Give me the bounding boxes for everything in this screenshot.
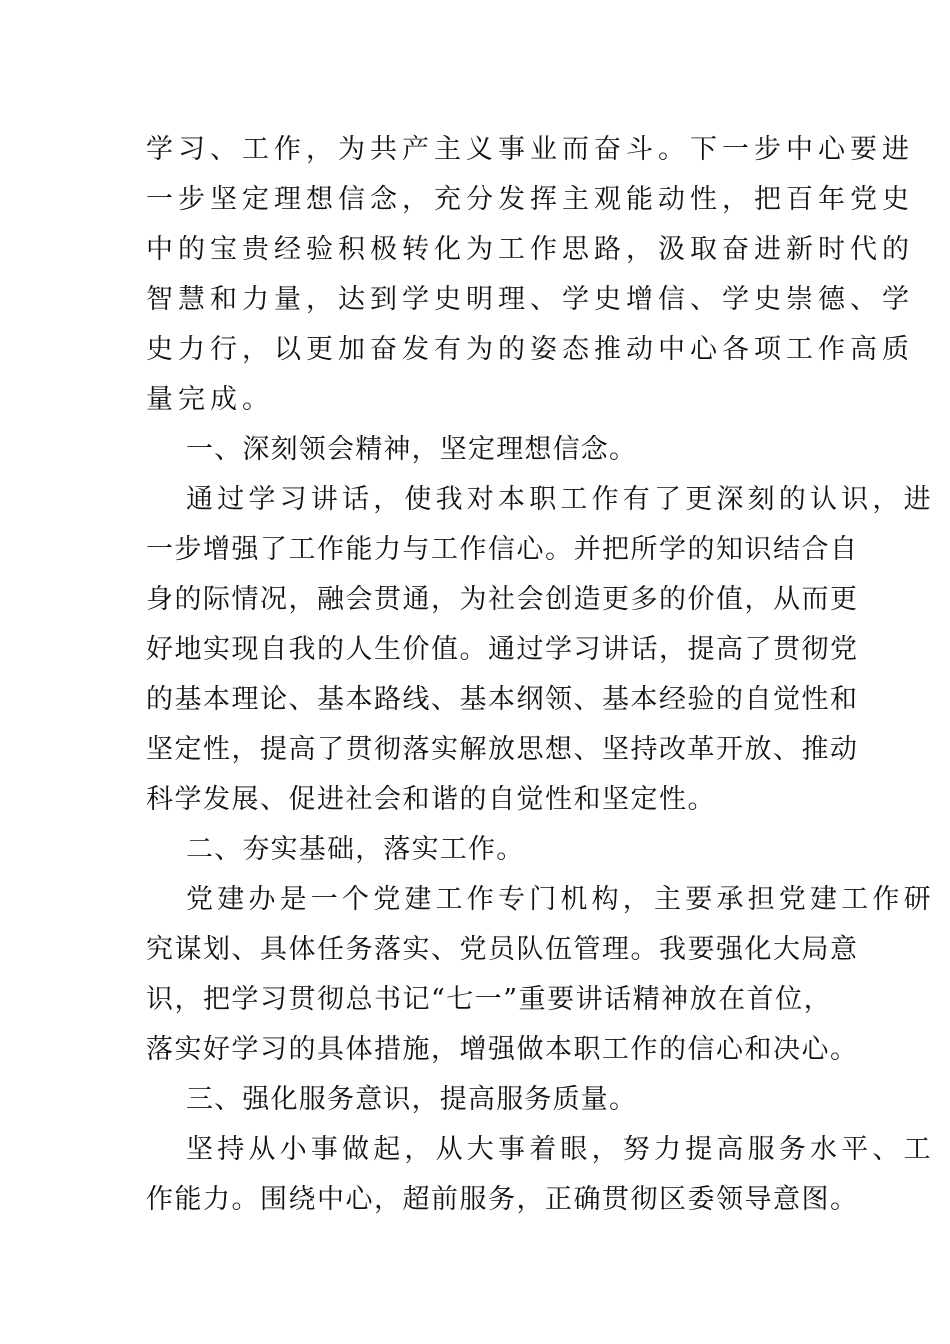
text-line: 识，把学习贯彻总书记“七一”重要讲话精神放在首位， <box>146 984 833 1015</box>
section-heading: 三、强化服务意识，提高服务质量。 <box>186 1084 638 1115</box>
text-line: 量完成。 <box>146 384 274 415</box>
text-line: 通过学习讲话，使我对本职工作有了更深刻的认识，进 <box>186 484 935 515</box>
text-line: 科学发展、促进社会和谐的自觉性和坚定性。 <box>146 784 716 815</box>
text-line: 身的际情况，融会贯通，为社会创造更多的价值，从而更 <box>146 584 859 615</box>
text-line: 坚持从小事做起，从大事着眼，努力提高服务水平、工 <box>186 1134 935 1165</box>
text-line: 究谋划、具体任务落实、党员队伍管理。我要强化大局意 <box>146 934 859 965</box>
text-line: 坚定性，提高了贯彻落实解放思想、坚持改革开放、推动 <box>146 734 859 765</box>
text-line: 落实好学习的具体措施，增强做本职工作的信心和决心。 <box>146 1034 859 1065</box>
text-line: 作能力。围绕中心，超前服务，正确贯彻区委领导意图。 <box>146 1184 859 1215</box>
text-line: 史力行，以更加奋发有为的姿态推动中心各项工作高质 <box>146 334 914 365</box>
section-heading: 二、夯实基础，落实工作。 <box>186 834 525 865</box>
section-heading: 一、深刻领会精神，坚定理想信念。 <box>186 434 638 465</box>
text-line: 的基本理论、基本路线、基本纲领、基本经验的自觉性和 <box>146 684 859 715</box>
text-line: 中的宝贵经验积极转化为工作思路，汲取奋进新时代的 <box>146 234 914 265</box>
text-line: 一步增强了工作能力与工作信心。并把所学的知识结合自 <box>146 534 859 565</box>
text-line: 一步坚定理想信念，充分发挥主观能动性，把百年党史 <box>146 184 914 215</box>
text-line: 智慧和力量，达到学史明理、学史增信、学史崇德、学 <box>146 284 914 315</box>
text-line: 学习、工作，为共产主义事业而奋斗。下一步中心要进 <box>146 134 914 165</box>
text-line: 党建办是一个党建工作专门机构，主要承担党建工作研 <box>186 884 935 915</box>
text-line: 好地实现自我的人生价值。通过学习讲话，提高了贯彻党 <box>146 634 859 665</box>
